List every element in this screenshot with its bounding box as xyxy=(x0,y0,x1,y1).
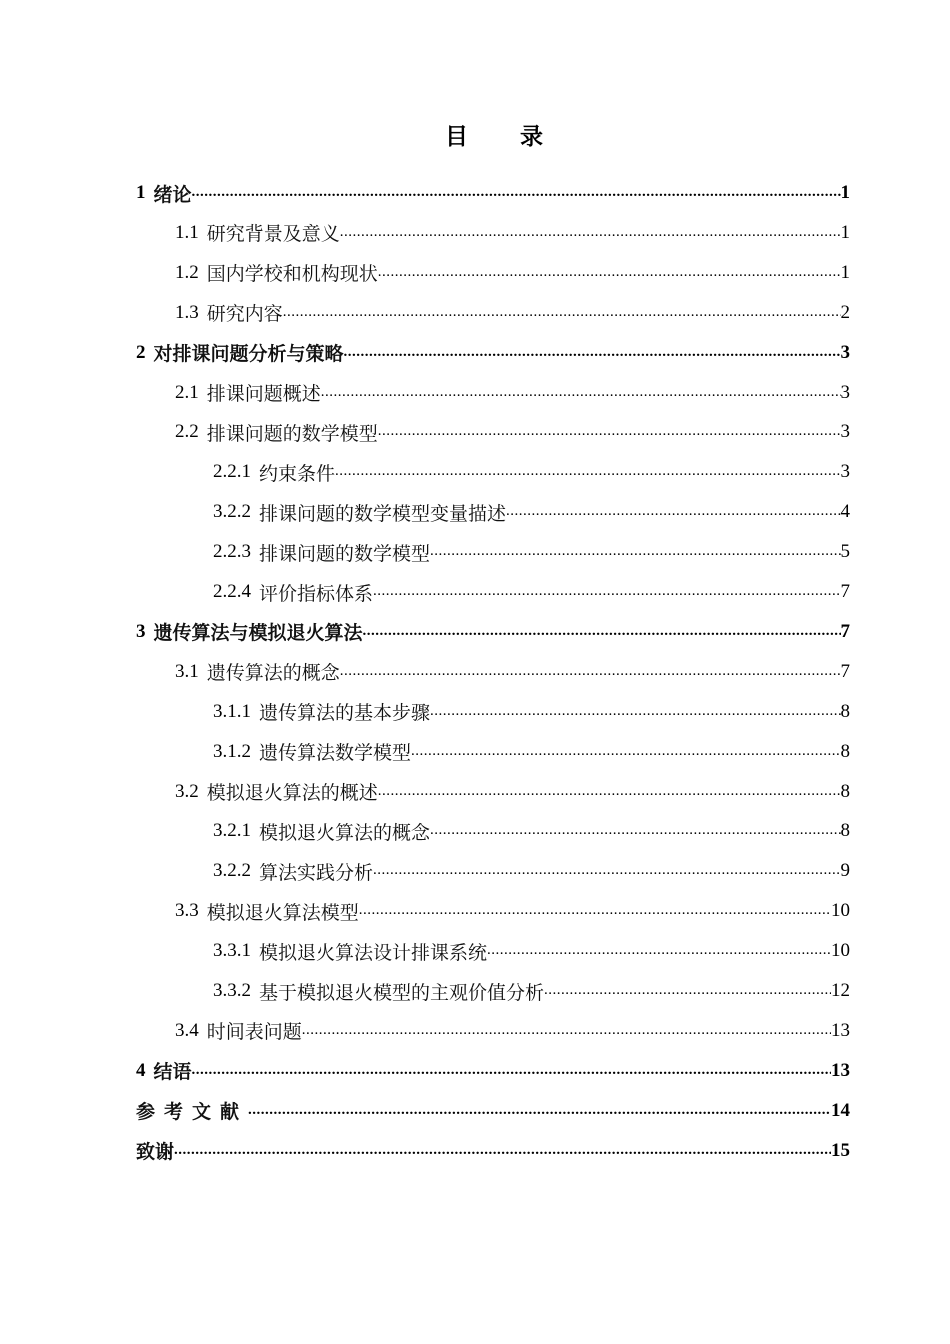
dot-leader xyxy=(378,423,841,440)
toc-entry-title: 遗传算法与模拟退火算法 xyxy=(153,622,363,645)
toc-entry[interactable] xyxy=(213,931,850,971)
toc-entry-title: 遗传算法数学模型 xyxy=(259,742,412,765)
toc-entry-title: 约束条件 xyxy=(259,462,336,485)
toc-entry[interactable] xyxy=(175,373,850,413)
dot-leader xyxy=(340,224,841,241)
toc-entry[interactable] xyxy=(175,772,850,812)
toc-entry-title: 遗传算法的基本步骤 xyxy=(259,702,431,725)
toc-entry-title: 时间表问题 xyxy=(206,1021,302,1044)
toc-entry-title: 模拟退火算法模型 xyxy=(206,901,359,924)
title-char-1: 目 xyxy=(445,124,468,150)
toc-entry-page: 8 xyxy=(840,780,850,802)
toc-entry-number: 1.3 xyxy=(175,301,199,323)
toc-entry-number: 2 xyxy=(136,341,146,363)
toc-entry-title: 排课问题的数学模型变量描述 xyxy=(259,502,507,525)
toc-entry-page: 14 xyxy=(831,1099,850,1121)
toc-entry-page: 1 xyxy=(840,182,850,203)
toc-entry-title: 遗传算法的概念 xyxy=(206,662,340,685)
toc-entry-title: 致谢 xyxy=(136,1141,175,1164)
toc-entry-page: 15 xyxy=(831,1139,850,1161)
dot-leader xyxy=(487,942,831,959)
toc-entry-title: 模拟退火算法设计排课系统 xyxy=(259,941,488,964)
dot-leader xyxy=(544,982,831,999)
dot-leader xyxy=(506,503,840,520)
toc-entry-title: 模拟退火算法的概念 xyxy=(259,821,431,844)
toc-entry-title: 绪论 xyxy=(153,183,192,206)
dot-leader xyxy=(248,1102,831,1119)
toc-entry[interactable] xyxy=(136,1131,850,1171)
toc-entry[interactable] xyxy=(213,851,850,891)
toc-entry-title: 研究内容 xyxy=(206,303,283,326)
toc-entry-title: 算法实践分析 xyxy=(259,861,374,884)
dot-leader xyxy=(344,344,841,361)
toc-entry-page: 13 xyxy=(831,1019,850,1041)
toc-entry-number: 2.1 xyxy=(175,381,199,403)
dot-leader xyxy=(335,463,840,480)
dot-leader xyxy=(192,1062,831,1079)
toc-entry-page: 4 xyxy=(840,501,850,523)
dot-leader xyxy=(321,384,841,401)
toc-entry-title: 基于模拟退火模型的主观价值分析 xyxy=(259,981,545,1004)
toc-entry-number: 1 xyxy=(136,182,146,203)
dot-leader xyxy=(283,304,841,321)
toc-entry-page: 12 xyxy=(831,980,850,1001)
toc-entry[interactable] xyxy=(213,532,850,572)
toc-entry-number: 2.2.3 xyxy=(213,541,251,563)
toc-entry-page: 7 xyxy=(840,620,850,642)
dot-leader xyxy=(340,663,841,680)
toc-entry-page: 3 xyxy=(840,421,850,443)
toc-entry-number: 1.2 xyxy=(175,261,199,283)
toc-entry[interactable] xyxy=(175,253,850,293)
toc-entry-number: 3.2.1 xyxy=(213,820,251,842)
toc-entry-page: 10 xyxy=(831,900,850,922)
toc-entry-number: 3.3.1 xyxy=(213,940,251,962)
toc-entry-number: 3.2.2 xyxy=(213,501,251,523)
toc-entry-title: 参考文献 xyxy=(136,1101,249,1124)
dot-leader xyxy=(359,902,831,919)
toc-entry-number: 2.2.4 xyxy=(213,581,251,602)
dot-leader xyxy=(430,703,840,720)
toc-entry-page: 3 xyxy=(840,341,850,363)
dot-leader xyxy=(430,543,840,560)
dot-leader xyxy=(378,783,841,800)
toc-entry-number: 3.4 xyxy=(175,1019,199,1041)
toc-entry-number: 3.3 xyxy=(175,900,199,922)
toc-entry[interactable] xyxy=(136,1051,850,1091)
toc-entry-title: 排课问题的数学模型 xyxy=(259,542,431,565)
toc-entry[interactable] xyxy=(213,452,850,492)
dot-leader xyxy=(174,1142,831,1159)
toc-entry-page: 7 xyxy=(840,660,850,682)
toc-entry-page: 9 xyxy=(840,860,850,882)
toc-entry-page: 13 xyxy=(831,1059,850,1081)
dot-leader xyxy=(192,184,841,201)
toc-entry[interactable] xyxy=(175,891,850,931)
toc-entry-page: 1 xyxy=(840,221,850,243)
toc-entry-page: 5 xyxy=(840,541,850,563)
toc-entry[interactable] xyxy=(136,612,850,652)
toc-entry-title: 结语 xyxy=(153,1061,192,1084)
toc-entry-page: 3 xyxy=(840,461,850,483)
toc-entry-page: 8 xyxy=(840,820,850,842)
toc-entry-number: 3.2.2 xyxy=(213,860,251,882)
dot-leader xyxy=(378,264,841,281)
toc-entry-title: 排课问题概述 xyxy=(206,383,321,405)
dot-leader xyxy=(373,583,840,600)
toc-entry-page: 8 xyxy=(840,700,850,722)
toc-entry-title: 国内学校和机构现状 xyxy=(206,263,378,286)
toc-entry-title: 对排课问题分析与策略 xyxy=(153,343,344,366)
toc-entry-page: 1 xyxy=(840,261,850,283)
toc-entry-number: 1.1 xyxy=(175,221,199,243)
toc-entry-title: 评价指标体系 xyxy=(259,582,374,605)
toc-entry[interactable] xyxy=(213,811,850,851)
toc-entry-number: 3 xyxy=(136,620,146,642)
toc-entry[interactable] xyxy=(136,173,850,213)
toc-entry[interactable] xyxy=(213,492,850,532)
toc-entry-number: 2.2 xyxy=(175,421,199,443)
dot-leader xyxy=(430,822,840,839)
toc-entry-number: 3.1.1 xyxy=(213,700,251,722)
toc-entry-number: 3.2 xyxy=(175,780,199,802)
toc-entry-page: 3 xyxy=(840,381,850,403)
toc-entry-number: 3.1.2 xyxy=(213,740,251,762)
toc-entry[interactable] xyxy=(213,732,850,772)
toc-entry[interactable] xyxy=(175,652,850,692)
toc-entry-number: 2.2.1 xyxy=(213,461,251,483)
toc-entry-page: 2 xyxy=(840,301,850,323)
page-title xyxy=(0,118,950,151)
title-char-2: 录 xyxy=(520,124,543,150)
toc-entry-number: 4 xyxy=(136,1059,146,1081)
toc-entry-number: 3.1 xyxy=(175,660,199,682)
dot-leader xyxy=(373,862,840,879)
toc-entry-page: 7 xyxy=(840,581,850,602)
toc-entry-number: 3.3.2 xyxy=(213,980,251,1001)
dot-leader xyxy=(411,743,840,760)
dot-leader xyxy=(363,623,841,640)
toc-entry[interactable] xyxy=(175,293,850,333)
toc-entry-page: 8 xyxy=(840,740,850,762)
toc-entry[interactable] xyxy=(213,572,850,612)
toc-entry[interactable] xyxy=(213,971,850,1011)
toc-entry[interactable] xyxy=(175,412,850,452)
dot-leader xyxy=(302,1022,831,1039)
toc-entry-title: 模拟退火算法的概述 xyxy=(206,782,378,804)
toc-entry[interactable] xyxy=(175,213,850,253)
toc-entry[interactable] xyxy=(136,1091,850,1131)
toc-entry[interactable] xyxy=(213,692,850,732)
toc-entry[interactable] xyxy=(136,333,850,373)
toc-entry-page: 10 xyxy=(831,940,850,962)
toc-entry-title: 研究背景及意义 xyxy=(206,223,340,246)
toc-entry[interactable] xyxy=(175,1011,850,1051)
toc-entry-title: 排课问题的数学模型 xyxy=(206,422,378,445)
